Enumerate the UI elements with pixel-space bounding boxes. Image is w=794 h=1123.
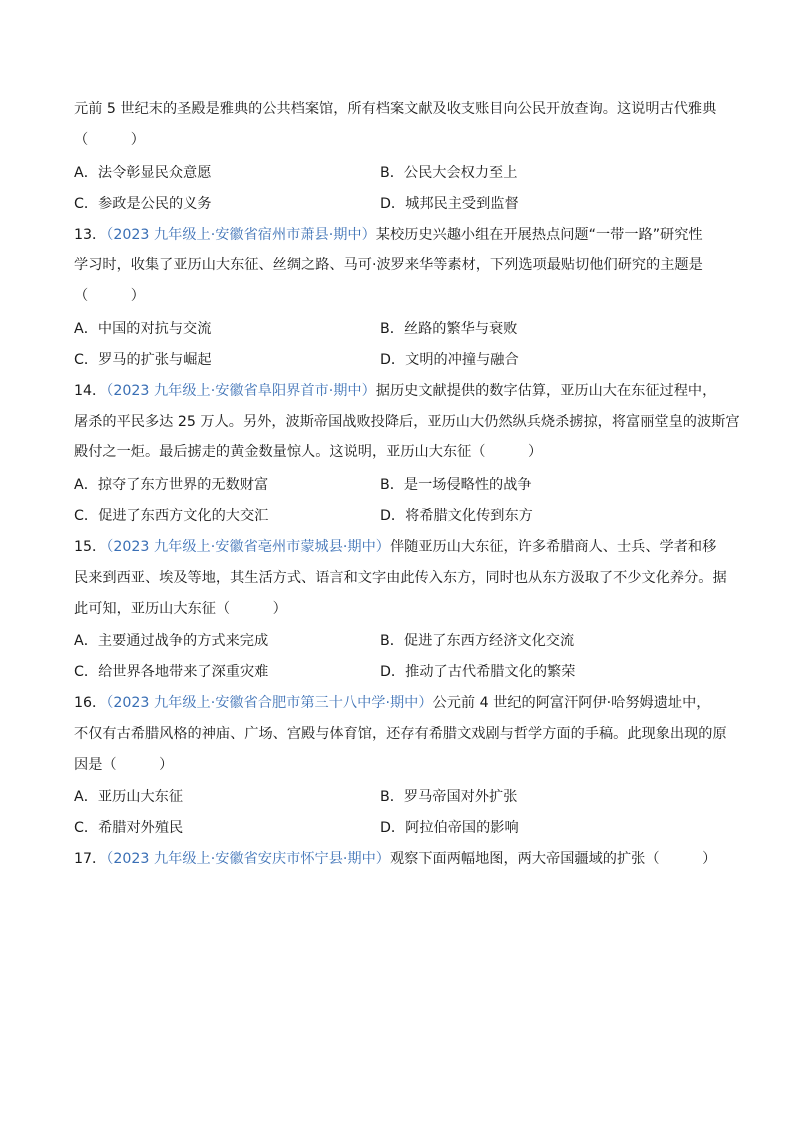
question-source: （2023 九年级上·安徽省阜阳界首市·期中） [106, 383, 376, 399]
option-key: A． [74, 321, 98, 337]
question-text: 据历史文献提供的数字估算，亚历山大在东征过程中， [375, 383, 717, 399]
question-number: 16． [74, 695, 107, 711]
option-key: C． [74, 820, 99, 836]
option-text: 参政是公民的义务 [98, 196, 212, 212]
option-text: 促进了东西方经济文化交流 [403, 633, 575, 649]
option-key: B． [380, 789, 404, 805]
question-text: 某校历史兴趣小组在开展热点问题“一带一路”研究性 [375, 227, 703, 243]
q12-option-c [74, 194, 212, 214]
option-key: B． [380, 633, 404, 649]
question-number: 15． [74, 539, 107, 555]
option-text: 文明的冲撞与融合 [405, 352, 519, 368]
option-text: 主要通过战争的方式来完成 [97, 633, 269, 649]
option-key: C． [74, 508, 99, 524]
q12-option-a [74, 163, 211, 183]
q16-option-c [74, 818, 183, 838]
q13-option-d [380, 350, 519, 370]
q14-stem-line3: 殿付之一炬。最后掳走的黄金数量惊人。这说明，亚历山大东征（ ） [74, 444, 543, 460]
q12-stem-line1: 元前 5 世纪末的圣殿是雅典的公共档案馆，所有档案文献及收支账目向公民开放查询。这说明古代雅典 [74, 101, 717, 117]
option-text: 罗马帝国对外扩张 [403, 789, 518, 805]
option-text: 是一场侵略性的战争 [403, 477, 532, 493]
option-key: D． [380, 196, 406, 212]
question-source: （2023 九年级上·安徽省宿州市萧县·期中） [106, 227, 376, 243]
option-key: C． [74, 664, 99, 680]
option-text: 阿拉伯帝国的影响 [405, 820, 519, 836]
q15-option-c [74, 662, 268, 682]
q16-option-b [380, 787, 517, 807]
option-key: A． [74, 633, 98, 649]
q15-option-d [380, 662, 575, 682]
option-text: 将希腊文化传到东方 [405, 508, 533, 524]
option-text: 希腊对外殖民 [98, 820, 184, 836]
q12-stem-line2: （ ） [74, 132, 145, 148]
question-text: 伴随亚历山大东征，许多希腊商人、士兵、学者和移 [389, 539, 717, 555]
q15-option-a [74, 631, 268, 651]
option-text: 丝路的繁华与衰败 [403, 321, 518, 337]
question-number: 13． [74, 227, 107, 243]
q13-option-a [74, 319, 211, 339]
option-text: 中国的对抗与交流 [97, 321, 212, 337]
q14-stem-line1 [74, 381, 716, 401]
question-source: （2023 九年级上·安徽省安庆市怀宁县·期中） [106, 851, 390, 867]
q12-option-d [380, 194, 519, 214]
option-key: D． [380, 352, 406, 368]
question-text: 观察下面两幅地图，两大帝国疆域的扩张（ ） [389, 851, 717, 867]
q16-stem-line1 [74, 693, 710, 713]
option-key: D． [380, 664, 406, 680]
q16-stem-line3: 因是（ ） [74, 757, 174, 773]
option-key: D． [380, 820, 406, 836]
q12-option-b [380, 163, 517, 183]
question-number: 14． [74, 383, 107, 399]
question-text: 公元前 4 世纪的阿富汗阿伊·哈努姆遗址中， [432, 695, 711, 711]
q13-option-c [74, 350, 212, 370]
option-text: 法令彰显民众意愿 [97, 165, 212, 181]
option-key: C． [74, 196, 99, 212]
question-source: （2023 九年级上·安徽省合肥市第三十八中学·期中） [106, 695, 433, 711]
q14-option-c [74, 506, 268, 526]
q16-option-a [74, 787, 183, 807]
q16-stem-line2: 不仅有古希腊风格的神庙、广场、宫殿与体育馆，还存有希腊文戏剧与哲学方面的手稿。此现象出现的原 [74, 726, 727, 742]
question-number: 17． [74, 851, 107, 867]
option-key: C． [74, 352, 99, 368]
q15-option-b [380, 631, 574, 651]
q14-stem-line2: 屠杀的平民多达 25 万人。另外，波斯帝国战败投降后，亚历山大仍然纵兵烧杀掳掠，将富丽堂皇的波斯宫 [74, 414, 740, 430]
q15-stem-line1 [74, 537, 716, 557]
option-text: 亚历山大东征 [97, 789, 184, 805]
option-key: D． [380, 508, 406, 524]
q15-stem-line2: 民来到西亚、埃及等地，其生活方式、语言和文字由此传入东方，同时也从东方汲取了不少文化养分。据 [74, 570, 727, 586]
option-text: 促进了东西方文化的大交汇 [98, 508, 269, 524]
q15-stem-line3: 此可知，亚历山大东征（ ） [74, 601, 287, 617]
option-text: 推动了古代希腊文化的繁荣 [405, 664, 576, 680]
option-key: B． [380, 165, 404, 181]
option-key: A． [74, 165, 98, 181]
option-text: 掠夺了东方世界的无数财富 [97, 477, 269, 493]
q13-option-b [380, 319, 517, 339]
q13-stem-line3: （ ） [74, 288, 145, 304]
option-text: 给世界各地带来了深重灾难 [98, 664, 269, 680]
option-key: B． [380, 321, 404, 337]
q14-option-b [380, 475, 532, 495]
option-key: A． [74, 789, 98, 805]
question-source: （2023 九年级上·安徽省亳州市蒙城县·期中） [106, 539, 390, 555]
option-key: B． [380, 477, 404, 493]
option-key: A． [74, 477, 98, 493]
option-text: 城邦民主受到监督 [405, 196, 519, 212]
q13-stem-line1 [74, 225, 703, 245]
q13-stem-line2: 学习时，收集了亚历山大东征、丝绸之路、马可·波罗来华等素材，下列选项最贴切他们研究的主题是 [74, 257, 703, 273]
option-text: 公民大会权力至上 [403, 165, 518, 181]
option-text: 罗马的扩张与崛起 [98, 352, 212, 368]
q14-option-a [74, 475, 268, 495]
q17-stem-line1 [74, 849, 716, 869]
q16-option-d [380, 818, 519, 838]
q14-option-d [380, 506, 533, 526]
